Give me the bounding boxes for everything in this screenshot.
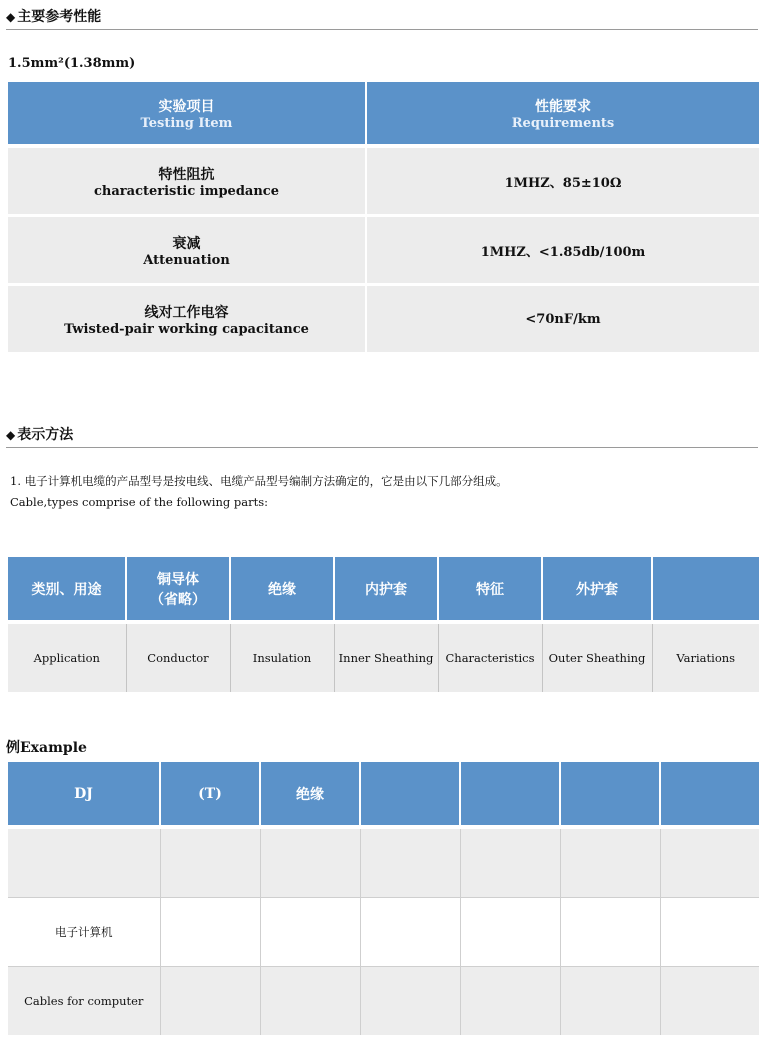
performance-table [8, 82, 759, 352]
cell [460, 967, 560, 1036]
section-title: 主要参考性能 [17, 9, 102, 25]
value-insulation: Insulation [230, 624, 334, 692]
cell [260, 898, 360, 967]
cell [560, 898, 660, 967]
cell [160, 829, 260, 898]
item-en: Twisted-pair working capacitance [64, 321, 309, 337]
header-outer-sheathing: 外护套 [542, 557, 652, 620]
header-req-zh: 性能要求 [535, 98, 591, 115]
item-zh: 衰减 [172, 235, 201, 252]
table-row [8, 624, 759, 692]
header-conductor [126, 557, 230, 620]
item-zh: 特性阻抗 [158, 166, 215, 183]
diamond-bullet-icon: ◆ [6, 428, 16, 442]
spec-label: 1.5mm²(1.38mm) [8, 56, 136, 71]
header-insulation: 绝缘 [260, 762, 360, 825]
header-dj: DJ [8, 762, 160, 825]
cell [660, 829, 759, 898]
header-empty [660, 762, 759, 825]
item-en: Attenuation [143, 252, 230, 268]
header-empty [360, 762, 460, 825]
cell [260, 829, 360, 898]
item-en: characteristic impedance [94, 183, 279, 199]
value-outer-sheathing: Outer Sheathing [542, 624, 652, 692]
header-item-zh: 实验项目 [158, 98, 215, 115]
cell [560, 967, 660, 1036]
cell [360, 898, 460, 967]
cell [160, 967, 260, 1036]
cell [360, 967, 460, 1036]
value-application: Application [8, 624, 126, 692]
intro-text-en: Cable,types comprise of the following parts: [10, 495, 269, 509]
cell [160, 898, 260, 967]
test-item-cell [8, 217, 366, 283]
header-req-en: Requirements [511, 115, 615, 131]
requirement-cell: 1MHZ、<1.85db/100m [366, 217, 759, 283]
cell-zh-computer: 电子计算机 [8, 898, 160, 967]
cell [660, 967, 759, 1036]
requirement-cell: <70nF/km [366, 286, 759, 352]
item-zh: 线对工作电容 [144, 304, 229, 321]
intro-text-zh: 1. 电子计算机电缆的产品型号是按电线、电缆产品型号编制方法确定的，它是由以下几部分组成。 [10, 474, 508, 488]
header-empty [460, 762, 560, 825]
header-conductor-zh: 铜导体 [157, 571, 199, 588]
section-heading-designation [6, 424, 758, 448]
example-table [8, 762, 759, 1035]
section-heading-performance [6, 6, 758, 30]
header-characteristics: 特征 [438, 557, 542, 620]
header-conductor-note: （省略） [150, 591, 206, 608]
value-characteristics: Characteristics [438, 624, 542, 692]
header-insulation: 绝缘 [230, 557, 334, 620]
header-empty [560, 762, 660, 825]
requirement-cell: 1MHZ、85±10Ω [366, 148, 759, 214]
value-inner-sheathing: Inner Sheathing [334, 624, 438, 692]
value-conductor: Conductor [126, 624, 230, 692]
cell [8, 829, 160, 898]
header-requirements [366, 82, 759, 144]
cell [660, 898, 759, 967]
header-variations [652, 557, 759, 620]
header-application: 类别、用途 [8, 557, 126, 620]
header-inner-sheathing: 内护套 [334, 557, 438, 620]
header-item-en: Testing Item [140, 115, 233, 131]
cell [460, 898, 560, 967]
value-variations: Variations [652, 624, 759, 692]
table-row [8, 829, 759, 898]
parts-table [8, 557, 759, 692]
cell [460, 829, 560, 898]
cell [360, 829, 460, 898]
diamond-bullet-icon: ◆ [6, 10, 16, 24]
table-row [8, 148, 759, 214]
section-title: 表示方法 [17, 427, 74, 443]
test-item-cell [8, 286, 366, 352]
table-row [8, 286, 759, 352]
header-t: (T) [160, 762, 260, 825]
cell [260, 967, 360, 1036]
table-row [8, 967, 759, 1036]
table-row [8, 217, 759, 283]
example-label: 例Example [6, 740, 87, 756]
cell-en-computer: Cables for computer [8, 967, 160, 1036]
header-testing-item [8, 82, 366, 144]
test-item-cell [8, 148, 366, 214]
table-row [8, 898, 759, 967]
cell [560, 829, 660, 898]
